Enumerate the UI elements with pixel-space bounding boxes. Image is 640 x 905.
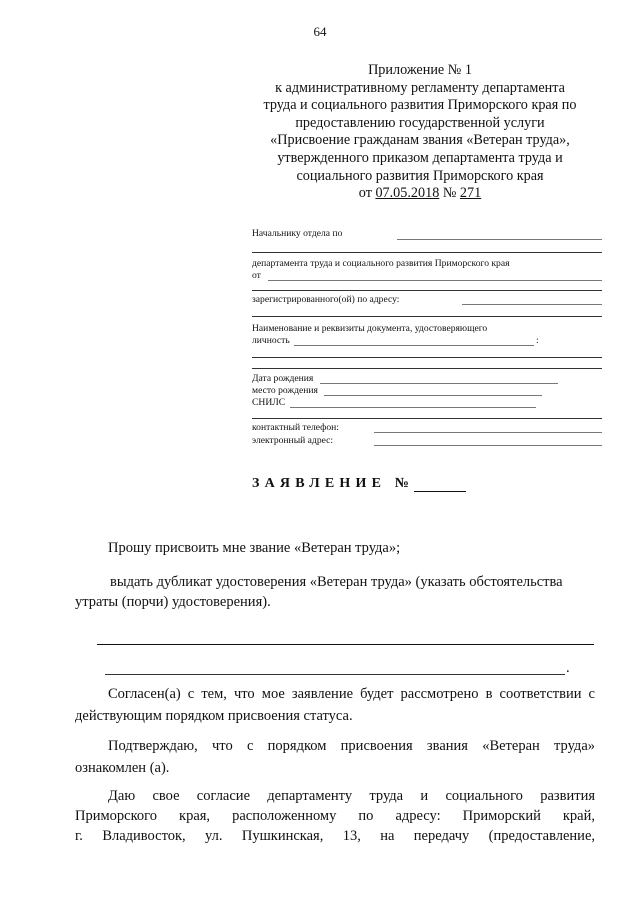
statement-number-field[interactable]	[414, 478, 466, 492]
birth-date-field[interactable]	[320, 383, 558, 384]
appendix-line: «Присвоение гражданам звания «Ветеран труда»,	[270, 132, 570, 149]
appendix-line: предоставлению государственной услуги	[295, 114, 545, 131]
email-label: электронный адрес:	[252, 435, 334, 446]
appendix-line: Приложение № 1	[368, 62, 472, 78]
separator-line	[252, 290, 602, 291]
consent-text: Согласен(а) с тем, что мое заявление будет рассмотрено в соответствии с	[108, 686, 595, 702]
explanation-field-1[interactable]	[97, 644, 594, 645]
document-field[interactable]	[294, 345, 534, 346]
birth-date-label: Дата рождения	[252, 373, 314, 384]
request-assign: Прошу присвоить мне звание «Ветеран труда»;	[108, 540, 401, 556]
appendix-line: утвержденного приказом департамента труда и	[277, 149, 563, 166]
document-label-2: личность	[252, 335, 290, 346]
appendix-line: социального развития Приморского края	[296, 167, 544, 184]
appendix-line: труда и социального развития Приморского края по	[263, 97, 577, 114]
from-field[interactable]	[268, 280, 602, 281]
registered-label: зарегистрированного(ой) по адресу:	[252, 294, 400, 305]
phone-label: контактный телефон:	[252, 422, 339, 433]
birth-place-field[interactable]	[324, 395, 542, 396]
from-label: от	[252, 270, 261, 281]
appendix-line: к административному регламенту департамента	[275, 79, 565, 96]
request-duplicate: выдать дубликат удостоверения «Ветеран труда» (указать обстоятельства	[110, 574, 563, 590]
agreement-text: Даю свое согласие департаменту труда и социального развития	[108, 788, 595, 804]
explanation-end: .	[566, 660, 570, 676]
separator-line	[252, 252, 602, 253]
document-end: :	[536, 335, 539, 346]
separator-line	[252, 418, 602, 419]
date-prefix: от	[358, 185, 372, 202]
appendix-date-line	[250, 185, 590, 203]
order-date: 07.05.2018	[375, 185, 440, 202]
separator-line	[252, 357, 602, 358]
email-field[interactable]	[374, 445, 602, 446]
agreement-text-3: г. Владивосток, ул. Пушкинская, 13, на передачу (предоставление,	[75, 828, 595, 844]
separator-line	[252, 368, 602, 369]
address-field[interactable]	[462, 304, 602, 305]
agreement-text-2: Приморского края, расположенному по адресу: Приморский край,	[75, 808, 595, 824]
birth-place-label: место рождения	[252, 385, 318, 396]
head-field[interactable]	[397, 239, 602, 240]
confirm-text-cont: ознакомлен (а).	[75, 760, 170, 776]
consent-text-cont: действующим порядком присвоения статуса.	[75, 708, 353, 724]
statement-title	[252, 476, 466, 492]
snils-field[interactable]	[290, 407, 536, 408]
separator-line	[252, 316, 602, 317]
phone-field[interactable]	[374, 432, 602, 433]
order-number: 271	[459, 185, 482, 202]
request-duplicate-cont: утраты (порчи) удостоверения).	[75, 594, 271, 610]
snils-label: СНИЛС	[252, 397, 286, 408]
statement-title-text: ЗАЯВЛЕНИЕ №	[252, 476, 415, 491]
number-sign: №	[442, 185, 457, 202]
explanation-field-2[interactable]	[105, 674, 565, 675]
head-label: Начальнику отдела по	[252, 228, 343, 239]
confirm-text: Подтверждаю, что с порядком присвоения звания «Ветеран труда»	[108, 738, 595, 754]
document-label: Наименование и реквизиты документа, удостоверяющего	[252, 323, 488, 334]
page-number: 64	[313, 24, 327, 39]
appendix-header	[250, 62, 590, 203]
dept-label: департамента труда и социального развития Приморского края	[252, 258, 510, 269]
